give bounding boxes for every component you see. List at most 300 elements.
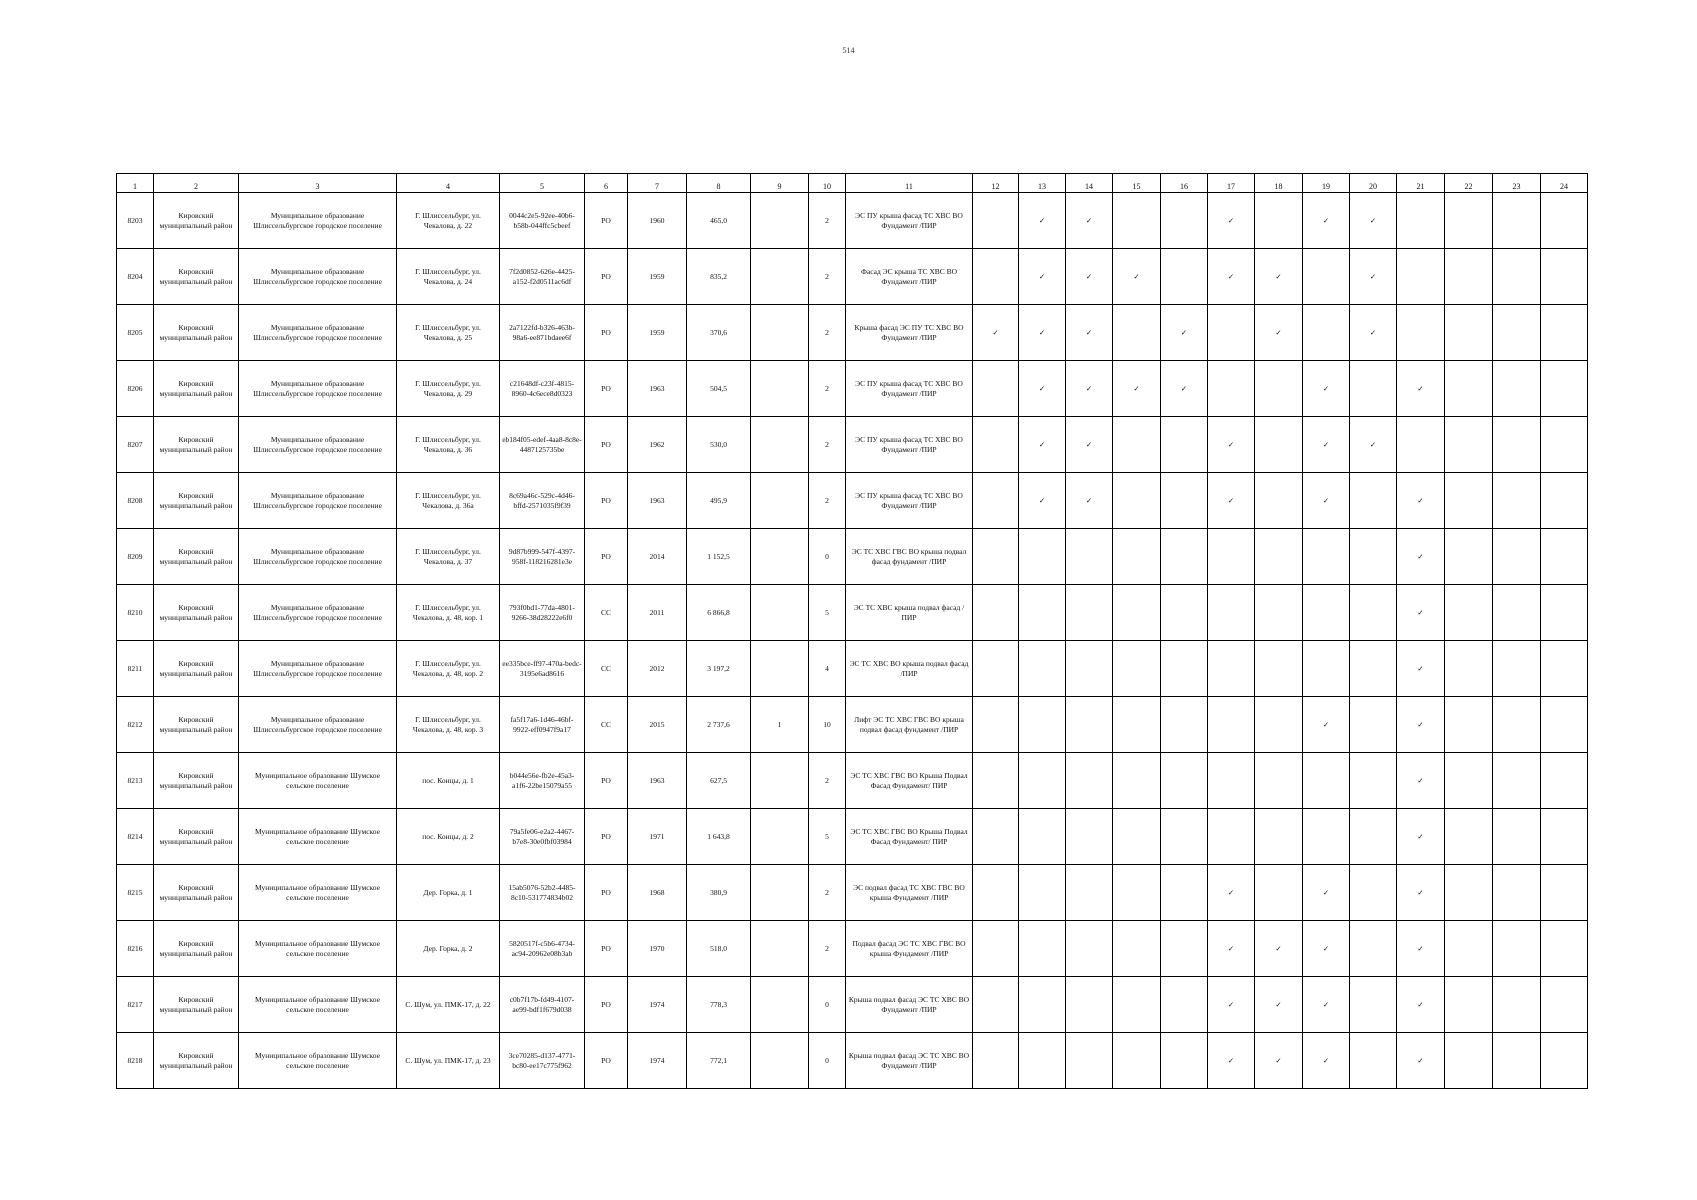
column-22-cell: [1445, 921, 1493, 977]
area-cell: 518,0: [687, 921, 751, 977]
check-mark-icon: ✓: [1322, 495, 1330, 505]
column-17-cell: [1208, 753, 1255, 809]
column-24-cell: [1541, 753, 1588, 809]
column-9-cell: [751, 1033, 809, 1089]
column-15-cell: [1113, 417, 1161, 473]
municipality-cell: Муниципальное образование Шлиссельбургское городское поселение: [239, 249, 397, 305]
column-10-cell: 2: [809, 473, 846, 529]
check-mark-icon: ✓: [1038, 495, 1046, 505]
column-13-cell: [1019, 921, 1066, 977]
column-23-cell: [1493, 529, 1541, 585]
column-15-cell: [1113, 865, 1161, 921]
column-number-3: 3: [239, 174, 397, 193]
column-number-header-row: [117, 174, 1588, 193]
column-22-cell: [1445, 249, 1493, 305]
works-list-cell: ЭС ПУ крыша фасад ТС ХВС ВО Фундамент /ПИР: [846, 193, 973, 249]
column-24-cell: [1541, 921, 1588, 977]
column-12-cell: [973, 585, 1019, 641]
check-mark-icon: ✓: [1227, 271, 1235, 281]
column-20-cell: [1350, 865, 1397, 921]
column-24-cell: [1541, 1033, 1588, 1089]
column-18-cell: [1255, 697, 1303, 753]
area-cell: 495,9: [687, 473, 751, 529]
column-16-cell: [1161, 697, 1208, 753]
column-18-cell: [1255, 641, 1303, 697]
column-21-cell: [1397, 249, 1445, 305]
address-cell: Дер. Горка, д. 1: [397, 865, 500, 921]
address-cell: Г. Шлиссельбург, ул. Чекалова, д. 37: [397, 529, 500, 585]
column-number-2: 2: [154, 174, 239, 193]
table-row: [117, 361, 1588, 417]
build-year-cell: 1974: [628, 1033, 687, 1089]
management-type-cell: РО: [585, 753, 628, 809]
column-24-cell: [1541, 305, 1588, 361]
area-cell: 835,2: [687, 249, 751, 305]
column-22-cell: [1445, 473, 1493, 529]
works-list-cell: Крыша подвал фасад ЭС ТС ХВС ВО Фундамент /ПИР: [846, 977, 973, 1033]
house-guid-cell: 5820517f-c5b6-4734-ac94-20962e08b3ab: [500, 921, 585, 977]
column-number-11: 11: [846, 174, 973, 193]
row-number-cell: 8206: [117, 361, 154, 417]
column-number-18: 18: [1255, 174, 1303, 193]
column-16-cell: [1161, 473, 1208, 529]
address-cell: Г. Шлиссельбург, ул. Чекалова, д. 29: [397, 361, 500, 417]
row-number-cell: 8207: [117, 417, 154, 473]
column-16-cell: [1161, 585, 1208, 641]
table-row: [117, 585, 1588, 641]
check-mark-icon: ✓: [1322, 719, 1330, 729]
column-16-cell: [1161, 753, 1208, 809]
address-cell: пос. Концы, д. 1: [397, 753, 500, 809]
column-12-cell: [973, 529, 1019, 585]
table-row: [117, 753, 1588, 809]
row-number-cell: 8211: [117, 641, 154, 697]
column-16-cell: [1161, 921, 1208, 977]
area-cell: 380,9: [687, 865, 751, 921]
check-mark-icon: ✓: [1417, 775, 1424, 785]
row-number-cell: 8216: [117, 921, 154, 977]
district-cell: Кировский муниципальный район: [154, 585, 239, 641]
column-number-21: 21: [1397, 174, 1445, 193]
column-22-cell: [1445, 1033, 1493, 1089]
column-16-cell: [1161, 305, 1208, 361]
column-16-cell: [1161, 865, 1208, 921]
column-20-cell: [1350, 977, 1397, 1033]
column-24-cell: [1541, 473, 1588, 529]
management-type-cell: РО: [585, 865, 628, 921]
column-15-cell: [1113, 921, 1161, 977]
column-15-cell: [1113, 697, 1161, 753]
check-mark-icon: ✓: [1275, 999, 1282, 1009]
column-19-cell: [1303, 977, 1350, 1033]
check-mark-icon: ✓: [1417, 607, 1424, 617]
column-9-cell: [751, 193, 809, 249]
column-22-cell: [1445, 809, 1493, 865]
column-18-cell: [1255, 193, 1303, 249]
column-number-7: 7: [628, 174, 687, 193]
municipality-cell: Муниципальное образование Шумское сельское поселение: [239, 1033, 397, 1089]
address-cell: Г. Шлиссельбург, ул. Чекалова, д. 36: [397, 417, 500, 473]
check-mark-icon: ✓: [1085, 439, 1093, 449]
table-row: [117, 473, 1588, 529]
column-9-cell: [751, 977, 809, 1033]
column-18-cell: [1255, 1033, 1303, 1089]
column-16-cell: [1161, 529, 1208, 585]
house-guid-cell: c0b7f17b-fd49-4107-ae99-bdf1f679d038: [500, 977, 585, 1033]
column-9-cell: [751, 305, 809, 361]
column-18-cell: [1255, 529, 1303, 585]
column-16-cell: [1161, 641, 1208, 697]
column-23-cell: [1493, 865, 1541, 921]
column-23-cell: [1493, 249, 1541, 305]
column-21-cell: [1397, 865, 1445, 921]
column-20-cell: [1350, 473, 1397, 529]
build-year-cell: 1963: [628, 361, 687, 417]
check-mark-icon: ✓: [1369, 215, 1377, 225]
column-14-cell: [1066, 193, 1113, 249]
check-mark-icon: ✓: [1180, 383, 1188, 393]
municipality-cell: Муниципальное образование Шлиссельбургское городское поселение: [239, 305, 397, 361]
column-18-cell: [1255, 473, 1303, 529]
check-mark-icon: ✓: [1275, 271, 1282, 281]
column-15-cell: [1113, 585, 1161, 641]
column-12-cell: [973, 193, 1019, 249]
column-21-cell: [1397, 305, 1445, 361]
municipality-cell: Муниципальное образование Шлиссельбургское городское поселение: [239, 697, 397, 753]
check-mark-icon: ✓: [1227, 943, 1235, 953]
house-guid-cell: ee335bce-ff97-470a-bedc-3195e6ad8616: [500, 641, 585, 697]
column-17-cell: [1208, 809, 1255, 865]
district-cell: Кировский муниципальный район: [154, 921, 239, 977]
address-cell: пос. Концы, д. 2: [397, 809, 500, 865]
column-10-cell: 0: [809, 1033, 846, 1089]
check-mark-icon: ✓: [1369, 327, 1377, 337]
row-number-cell: 8203: [117, 193, 154, 249]
column-15-cell: [1113, 249, 1161, 305]
column-10-cell: 5: [809, 809, 846, 865]
column-14-cell: [1066, 305, 1113, 361]
district-cell: Кировский муниципальный район: [154, 417, 239, 473]
column-19-cell: [1303, 753, 1350, 809]
column-23-cell: [1493, 809, 1541, 865]
column-9-cell: [751, 585, 809, 641]
column-21-cell: [1397, 585, 1445, 641]
column-17-cell: [1208, 193, 1255, 249]
table-row: [117, 977, 1588, 1033]
check-mark-icon: ✓: [1227, 999, 1235, 1009]
column-24-cell: [1541, 249, 1588, 305]
address-cell: Г. Шлиссельбург, ул. Чекалова, д. 48, кор. 1: [397, 585, 500, 641]
column-13-cell: [1019, 641, 1066, 697]
column-17-cell: [1208, 697, 1255, 753]
column-18-cell: [1255, 361, 1303, 417]
column-9-cell: [751, 249, 809, 305]
area-cell: 772,1: [687, 1033, 751, 1089]
district-cell: Кировский муниципальный район: [154, 361, 239, 417]
row-number-cell: 8208: [117, 473, 154, 529]
column-23-cell: [1493, 697, 1541, 753]
build-year-cell: 1963: [628, 753, 687, 809]
column-13-cell: [1019, 193, 1066, 249]
column-10-cell: 0: [809, 529, 846, 585]
build-year-cell: 1960: [628, 193, 687, 249]
column-number-22: 22: [1445, 174, 1493, 193]
column-18-cell: [1255, 809, 1303, 865]
address-cell: Г. Шлиссельбург, ул. Чекалова, д. 48, кор. 3: [397, 697, 500, 753]
check-mark-icon: ✓: [1322, 887, 1330, 897]
column-17-cell: [1208, 529, 1255, 585]
check-mark-icon: ✓: [1085, 271, 1093, 281]
column-number-19: 19: [1303, 174, 1350, 193]
column-19-cell: [1303, 921, 1350, 977]
address-cell: Г. Шлиссельбург, ул. Чекалова, д. 25: [397, 305, 500, 361]
column-24-cell: [1541, 641, 1588, 697]
address-cell: Г. Шлиссельбург, ул. Чекалова, д. 48, кор. 2: [397, 641, 500, 697]
column-16-cell: [1161, 809, 1208, 865]
column-10-cell: 2: [809, 305, 846, 361]
column-19-cell: [1303, 865, 1350, 921]
column-17-cell: [1208, 977, 1255, 1033]
column-23-cell: [1493, 585, 1541, 641]
municipality-cell: Муниципальное образование Шумское сельское поселение: [239, 753, 397, 809]
column-10-cell: 0: [809, 977, 846, 1033]
area-cell: 530,0: [687, 417, 751, 473]
column-16-cell: [1161, 417, 1208, 473]
build-year-cell: 2015: [628, 697, 687, 753]
column-20-cell: [1350, 697, 1397, 753]
district-cell: Кировский муниципальный район: [154, 1033, 239, 1089]
column-12-cell: [973, 921, 1019, 977]
row-number-cell: 8217: [117, 977, 154, 1033]
area-cell: 3 197,2: [687, 641, 751, 697]
column-23-cell: [1493, 305, 1541, 361]
row-number-cell: 8205: [117, 305, 154, 361]
column-15-cell: [1113, 361, 1161, 417]
address-cell: Г. Шлиссельбург, ул. Чекалова, д. 36а: [397, 473, 500, 529]
build-year-cell: 1959: [628, 249, 687, 305]
column-18-cell: [1255, 417, 1303, 473]
column-20-cell: [1350, 249, 1397, 305]
area-cell: 627,5: [687, 753, 751, 809]
municipality-cell: Муниципальное образование Шумское сельское поселение: [239, 809, 397, 865]
check-mark-icon: ✓: [1227, 495, 1235, 505]
column-15-cell: [1113, 641, 1161, 697]
municipality-cell: Муниципальное образование Шумское сельское поселение: [239, 977, 397, 1033]
municipality-cell: Муниципальное образование Шумское сельское поселение: [239, 921, 397, 977]
column-14-cell: [1066, 529, 1113, 585]
column-10-cell: 2: [809, 249, 846, 305]
column-17-cell: [1208, 417, 1255, 473]
check-mark-icon: ✓: [1417, 831, 1424, 841]
column-17-cell: [1208, 305, 1255, 361]
address-cell: Дер. Горка, д. 2: [397, 921, 500, 977]
check-mark-icon: ✓: [1417, 551, 1424, 561]
column-24-cell: [1541, 193, 1588, 249]
column-23-cell: [1493, 753, 1541, 809]
column-14-cell: [1066, 641, 1113, 697]
municipality-cell: Муниципальное образование Шлиссельбургское городское поселение: [239, 417, 397, 473]
column-12-cell: [973, 473, 1019, 529]
column-13-cell: [1019, 865, 1066, 921]
works-list-cell: ЭС подвал фасад ТС ХВС ГВС ВО крыша Фундамент /ПИР: [846, 865, 973, 921]
house-guid-cell: b044e56e-fb2e-45a3-a1f6-22be15079a55: [500, 753, 585, 809]
district-cell: Кировский муниципальный район: [154, 249, 239, 305]
column-15-cell: [1113, 977, 1161, 1033]
column-20-cell: [1350, 361, 1397, 417]
column-21-cell: [1397, 529, 1445, 585]
column-17-cell: [1208, 1033, 1255, 1089]
column-21-cell: [1397, 641, 1445, 697]
column-14-cell: [1066, 697, 1113, 753]
column-16-cell: [1161, 193, 1208, 249]
column-20-cell: [1350, 585, 1397, 641]
column-21-cell: [1397, 753, 1445, 809]
column-number-6: 6: [585, 174, 628, 193]
table-body: [117, 174, 1588, 1089]
column-18-cell: [1255, 865, 1303, 921]
check-mark-icon: ✓: [1417, 999, 1424, 1009]
column-10-cell: 2: [809, 921, 846, 977]
municipality-cell: Муниципальное образование Шлиссельбургское городское поселение: [239, 585, 397, 641]
column-12-cell: [973, 977, 1019, 1033]
column-9-cell: [751, 865, 809, 921]
table-row: [117, 697, 1588, 753]
column-17-cell: [1208, 249, 1255, 305]
column-16-cell: [1161, 249, 1208, 305]
column-13-cell: [1019, 977, 1066, 1033]
district-cell: Кировский муниципальный район: [154, 865, 239, 921]
column-12-cell: [973, 697, 1019, 753]
area-cell: 778,3: [687, 977, 751, 1033]
column-15-cell: [1113, 473, 1161, 529]
check-mark-icon: ✓: [1417, 383, 1424, 393]
management-type-cell: РО: [585, 305, 628, 361]
build-year-cell: 1971: [628, 809, 687, 865]
column-13-cell: [1019, 753, 1066, 809]
check-mark-icon: ✓: [1322, 999, 1330, 1009]
check-mark-icon: ✓: [1417, 887, 1424, 897]
works-list-cell: Подвал фасад ЭС ТС ХВС ГВС ВО крыша Фундамент /ПИР: [846, 921, 973, 977]
column-14-cell: [1066, 809, 1113, 865]
build-year-cell: 1959: [628, 305, 687, 361]
column-23-cell: [1493, 193, 1541, 249]
column-17-cell: [1208, 921, 1255, 977]
management-type-cell: РО: [585, 529, 628, 585]
house-guid-cell: 3ce70285-d137-4771-bc80-ee17c775f962: [500, 1033, 585, 1089]
column-20-cell: [1350, 753, 1397, 809]
column-19-cell: [1303, 417, 1350, 473]
row-number-cell: 8213: [117, 753, 154, 809]
column-19-cell: [1303, 809, 1350, 865]
build-year-cell: 1962: [628, 417, 687, 473]
row-number-cell: 8215: [117, 865, 154, 921]
column-21-cell: [1397, 361, 1445, 417]
column-15-cell: [1113, 1033, 1161, 1089]
column-19-cell: [1303, 529, 1350, 585]
column-23-cell: [1493, 977, 1541, 1033]
column-18-cell: [1255, 249, 1303, 305]
build-year-cell: 1963: [628, 473, 687, 529]
column-22-cell: [1445, 585, 1493, 641]
check-mark-icon: ✓: [1227, 439, 1235, 449]
column-19-cell: [1303, 361, 1350, 417]
column-20-cell: [1350, 305, 1397, 361]
column-24-cell: [1541, 361, 1588, 417]
row-number-cell: 8204: [117, 249, 154, 305]
check-mark-icon: ✓: [1369, 439, 1377, 449]
municipality-cell: Муниципальное образование Шлиссельбургское городское поселение: [239, 473, 397, 529]
works-list-cell: ЭС ТС ХВС ГВС ВО Крыша Подвал Фасад Фундамент/ ПИР: [846, 753, 973, 809]
column-23-cell: [1493, 1033, 1541, 1089]
column-18-cell: [1255, 921, 1303, 977]
check-mark-icon: ✓: [1322, 215, 1330, 225]
table-row: [117, 1033, 1588, 1089]
address-cell: С. Шум, ул. ПМК-17, д. 22: [397, 977, 500, 1033]
check-mark-icon: ✓: [1085, 495, 1093, 505]
build-year-cell: 1970: [628, 921, 687, 977]
column-18-cell: [1255, 305, 1303, 361]
column-19-cell: [1303, 249, 1350, 305]
column-13-cell: [1019, 585, 1066, 641]
column-20-cell: [1350, 921, 1397, 977]
table-row: [117, 809, 1588, 865]
column-10-cell: 5: [809, 585, 846, 641]
municipality-cell: Муниципальное образование Шлиссельбургское городское поселение: [239, 361, 397, 417]
works-list-cell: ЭС ТС ХВС ВО крыша подвал фасад /ПИР: [846, 641, 973, 697]
column-15-cell: [1113, 193, 1161, 249]
column-number-16: 16: [1161, 174, 1208, 193]
check-mark-icon: ✓: [1369, 271, 1377, 281]
column-number-15: 15: [1113, 174, 1161, 193]
column-12-cell: [973, 641, 1019, 697]
column-10-cell: 2: [809, 417, 846, 473]
housing-register-table: [116, 173, 1588, 1089]
column-19-cell: [1303, 641, 1350, 697]
area-cell: 1 643,8: [687, 809, 751, 865]
column-24-cell: [1541, 977, 1588, 1033]
column-19-cell: [1303, 473, 1350, 529]
house-guid-cell: 2a7122fd-b326-463b-98a6-ee871bdaee6f: [500, 305, 585, 361]
management-type-cell: РО: [585, 361, 628, 417]
column-17-cell: [1208, 473, 1255, 529]
table-row: [117, 921, 1588, 977]
table-row: [117, 641, 1588, 697]
check-mark-icon: ✓: [1417, 663, 1424, 673]
column-14-cell: [1066, 473, 1113, 529]
column-16-cell: [1161, 977, 1208, 1033]
district-cell: Кировский муниципальный район: [154, 473, 239, 529]
column-10-cell: 10: [809, 697, 846, 753]
check-mark-icon: ✓: [1085, 383, 1093, 393]
table-row: [117, 529, 1588, 585]
build-year-cell: 1968: [628, 865, 687, 921]
column-20-cell: [1350, 641, 1397, 697]
check-mark-icon: ✓: [1275, 943, 1282, 953]
check-mark-icon: ✓: [1322, 439, 1330, 449]
column-10-cell: 2: [809, 865, 846, 921]
column-number-1: 1: [117, 174, 154, 193]
column-18-cell: [1255, 977, 1303, 1033]
address-cell: Г. Шлиссельбург, ул. Чекалова, д. 24: [397, 249, 500, 305]
house-guid-cell: 7f2d0852-626e-4425-a152-f2d0511ac6df: [500, 249, 585, 305]
column-22-cell: [1445, 305, 1493, 361]
municipality-cell: Муниципальное образование Шлиссельбургское городское поселение: [239, 193, 397, 249]
column-22-cell: [1445, 753, 1493, 809]
check-mark-icon: ✓: [1038, 439, 1046, 449]
column-12-cell: [973, 1033, 1019, 1089]
build-year-cell: 2014: [628, 529, 687, 585]
row-number-cell: 8209: [117, 529, 154, 585]
